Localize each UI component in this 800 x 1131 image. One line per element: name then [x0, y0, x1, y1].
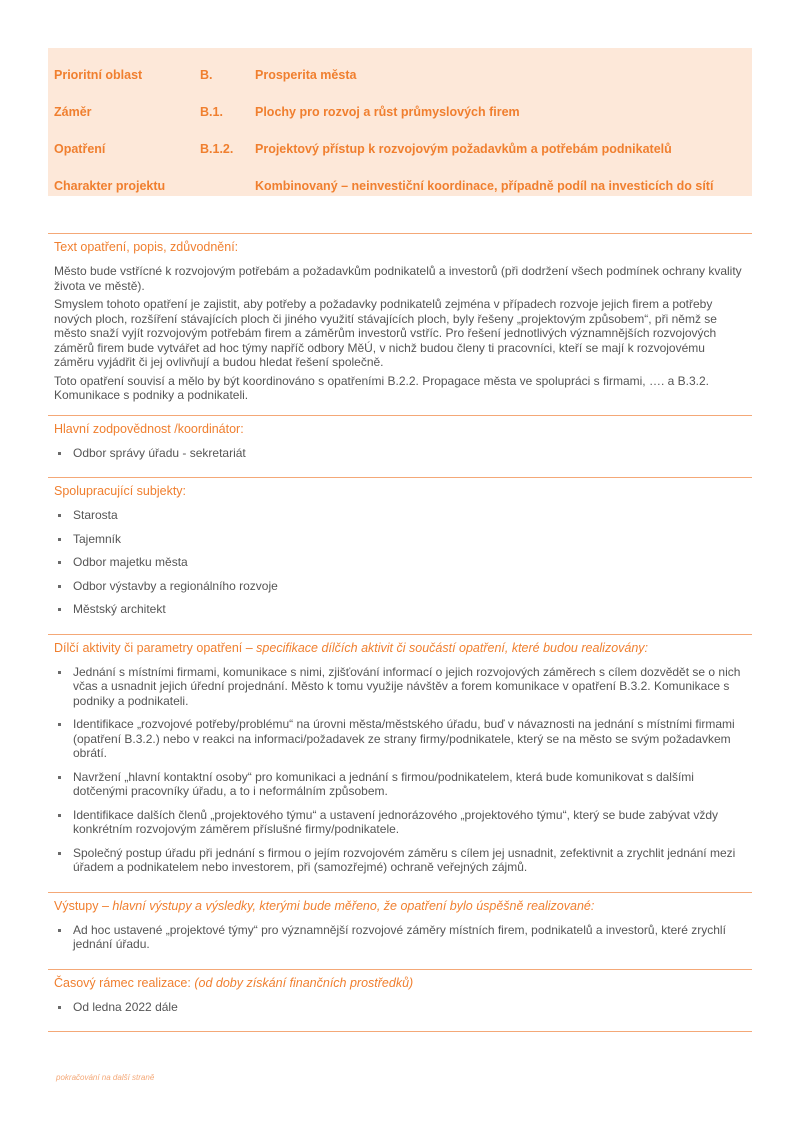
page: [48, 48, 752, 1032]
section-title-main: Výstupy: [54, 898, 99, 913]
outputs-section: [48, 892, 752, 969]
header-row-measure: [54, 130, 746, 167]
header-label: Prioritní oblast: [54, 67, 143, 82]
outputs-list: [54, 923, 746, 952]
header-value: Projektový přístup k rozvojovým požadavkům a potřebám podnikatelů: [255, 141, 672, 156]
header-code: B.1.: [200, 104, 223, 119]
header-value: Prosperita města: [255, 67, 357, 82]
section-title-sub: – specifikace dílčích aktivit či součástí opatření, které budou realizovány:: [242, 640, 649, 655]
section-title-main: Časový rámec realizace:: [54, 975, 191, 990]
list-item: Identifikace dalších členů „projektového týmu“ a ustavení jednorázového „projektového týmu“, který se bude zabývat vždy konkrétním rozvojovým záměrem příslušné firmy/podnikatele.: [54, 808, 746, 837]
header-value: Kombinovaný – neinvestiční koordinace, případně podíl na investicích do sítí: [255, 178, 714, 193]
section-title: [54, 976, 746, 990]
timeframe-section: [48, 969, 752, 1032]
header-row-priority: [54, 56, 746, 93]
responsibility-section: [48, 415, 752, 478]
header-label: Opatření: [54, 141, 106, 156]
timeframe-list: [54, 1000, 746, 1015]
paragraph: Smyslem tohoto opatření je zajistit, aby potřeby a požadavky podnikatelů zejména v případech rozvoje jejich firem a potřeby nových ploch, rozšíření stávajících ploch či jiného využití stávajících ploch, byly řešeny „projektovým způsobem“, při němž se město snaží vyjít rozvojovým potřebám firem a záměrům investorů vstříc. Pro řešení jednotlivých významnějších rozvojových záměrů firem bude vytvářet ad hoc týmy napříč odbory MěÚ, v nichž budou členy ti pracovníci, kteří se mají k rozvojovému záměru vyjádřit či jej ovlivňují a budou hledat řešení společně.: [54, 297, 717, 369]
list-item: Odbor výstavby a regionálního rozvoje: [54, 579, 746, 594]
section-title: Hlavní zodpovědnost /koordinátor:: [54, 421, 244, 436]
header-value: Plochy pro rozvoj a růst průmyslových firem: [255, 104, 520, 119]
header-box: [48, 48, 752, 196]
header-label: Charakter projektu: [54, 178, 166, 193]
section-title-main: Dílčí aktivity či parametry opatření: [54, 640, 243, 655]
section-title: Text opatření, popis, zdůvodnění:: [54, 240, 239, 254]
list-item: Jednání s místními firmami, komunikace s nimi, zjišťování informací o jejich rozvojových záměrech s cílem dozvědět se o nich včas a usnadnit jejich úřední projednání. Město k tomu využije návštěv a forem komunikace v opatření B.3.2. Komunikace s podniky a podnikateli.: [54, 665, 746, 709]
section-title: [54, 641, 746, 655]
activities-list: [54, 665, 746, 875]
list-item: Navržení „hlavní kontaktní osoby“ pro komunikaci a jednání s firmou/podnikatelem, která bude komunikovat s dalšími dotčenými pracovníky úřadu, a to i neformálním způsobem.: [54, 770, 746, 799]
cooperating-section: [48, 477, 752, 634]
header-row-intent: [54, 93, 746, 130]
responsibility-list: [54, 446, 746, 461]
list-item: Společný postup úřadu při jednání s firmou o jejím rozvojovém záměru s cílem jej usnadnit, zefektivnit a zrychlit jednání mezi úřadem a podnikatelem nebo investorem, při (samozřejmé) ochraně veřejných zájmů.: [54, 846, 746, 875]
continuation-note: pokračování na další straně: [56, 1073, 155, 1082]
section-title-sub: – hlavní výstupy a výsledky, kterými bude měřeno, že opatření bylo úspěšně realizované:: [98, 898, 595, 913]
cooperating-list: [54, 508, 746, 617]
list-item: Ad hoc ustavené „projektové týmy“ pro významnější rozvojové záměry místních firem, podnikatelů a investorů, které zrychlí jednání úřadu.: [54, 923, 746, 952]
section-title: [54, 899, 746, 913]
header-label: Záměr: [54, 104, 92, 119]
header-code: B.1.2.: [200, 141, 234, 156]
bottom-rule: [48, 1031, 752, 1032]
list-item: Starosta: [54, 508, 746, 523]
list-item: Identifikace „rozvojové potřeby/problému“ na úrovni města/městského úřadu, buď v návaznosti na jednání s místními firmami (opatření B.3.2.) nebo v reakci na informaci/požadavek ze strany firmy/podnikatele, který se na město se svým požadavkem obrátí.: [54, 717, 746, 761]
section-title-sub: (od doby získání finančních prostředků): [190, 975, 414, 990]
paragraph: Toto opatření souvisí a mělo by být koordinováno s opatřeními B.2.2. Propagace města ve spolupráci s firmami, …. a B.3.2. Komunikace s podniky a podnikateli.: [54, 373, 709, 402]
text-section: [48, 233, 752, 415]
paragraph: Město bude vstřícné k rozvojovým potřebám a požadavkům podnikatelů a investorů (při dodržení všech podmínek ochrany kvality života ve městě).: [54, 264, 742, 293]
list-item: Odbor správy úřadu - sekretariát: [54, 446, 746, 461]
header-row-character: [54, 167, 746, 204]
header-code: B.: [200, 67, 213, 82]
section-title: Spolupracující subjekty:: [54, 484, 187, 498]
list-item: Od ledna 2022 dále: [54, 1000, 746, 1015]
list-item: Tajemník: [54, 532, 746, 547]
list-item: Městský architekt: [54, 602, 746, 617]
list-item: Odbor majetku města: [54, 555, 746, 570]
activities-section: [48, 634, 752, 892]
